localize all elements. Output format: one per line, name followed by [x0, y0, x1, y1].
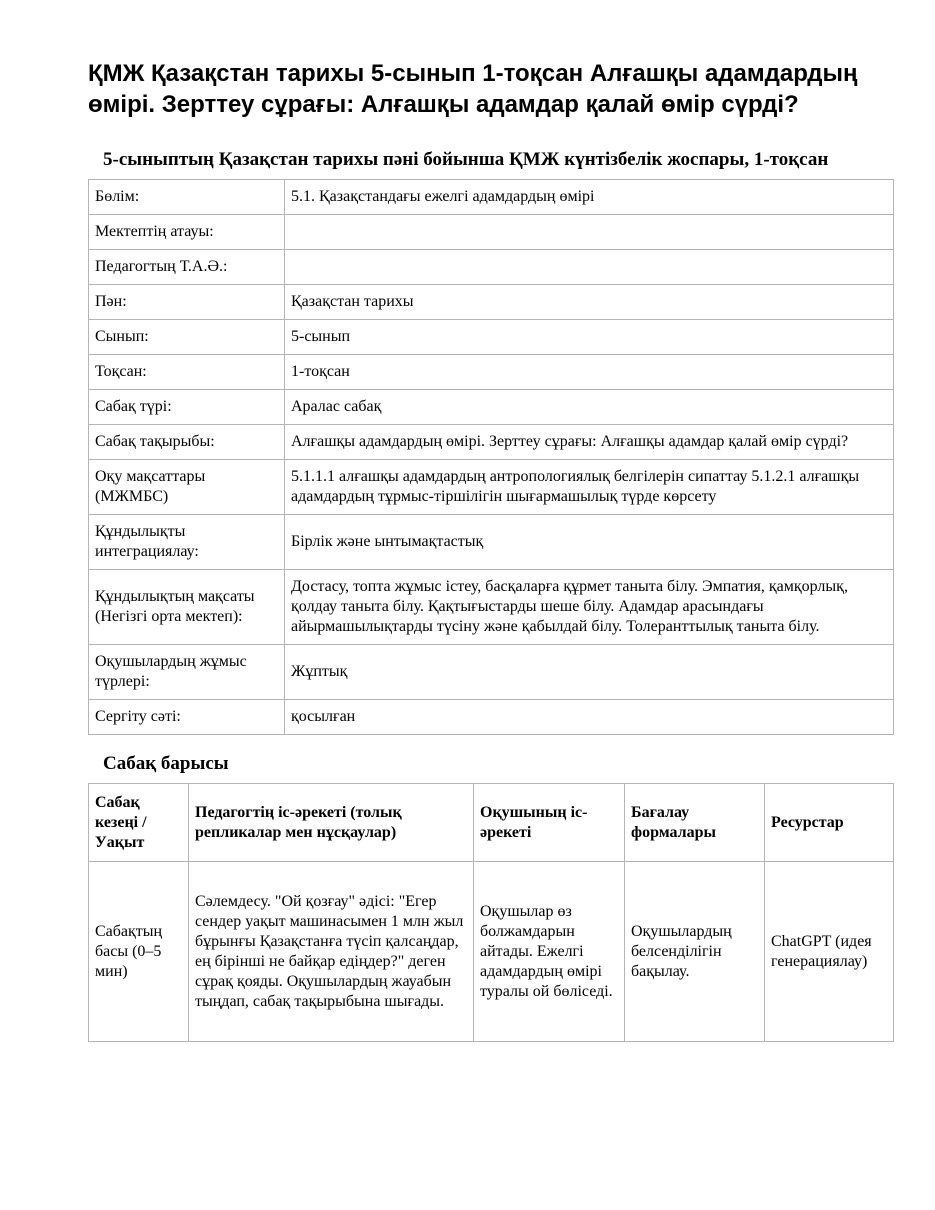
cell-student-activity: Оқушылар өз болжамдарын айтады. Ежелгі адамдардың өмірі туралы ой бөліседі.: [474, 862, 625, 1042]
info-label: Құндылықты интеграциялау:: [89, 515, 285, 570]
info-label: Сабақ түрі:: [89, 390, 285, 425]
table-row: [89, 320, 894, 355]
column-header-assessment: Бағалау формалары: [625, 784, 765, 862]
info-value: 1-тоқсан: [285, 355, 894, 390]
lesson-flow-heading: Сабақ барысы: [103, 753, 229, 774]
table-row: [89, 645, 894, 700]
info-label: Педагогтың Т.А.Ә.:: [89, 250, 285, 285]
info-label: Сабақ тақырыбы:: [89, 425, 285, 460]
info-value: Алғашқы адамдардың өмірі. Зерттеу сұрағы: Алғашқы адамдар қалай өмір сүрді?: [285, 425, 894, 460]
table-row: [89, 460, 894, 515]
table-row: [89, 215, 894, 250]
table-header-row: [89, 784, 894, 862]
info-value: Бірлік және ынтымақтастық: [285, 515, 894, 570]
info-heading: 5-сыныптың Қазақстан тарихы пәні бойынша ҚМЖ күнтізбелік жоспары, 1-тоқсан: [103, 149, 829, 170]
document-title: ҚМЖ Қазақстан тарихы 5-сынып 1-тоқсан Алғашқы адамдардың өмірі. Зерттеу сұрағы: Алғашқы адамдар қалай өмір сүрді?: [88, 60, 858, 118]
info-label: Сергіту сәті:: [89, 700, 285, 735]
info-label: Оқушылардың жұмыс түрлері:: [89, 645, 285, 700]
info-value: [285, 215, 894, 250]
table-row: [89, 250, 894, 285]
info-label: Құндылықтың мақсаты (Негізгі орта мектеп):: [89, 570, 285, 645]
info-value: Достасу, топта жұмыс істеу, басқаларға құрмет таныта білу. Эмпатия, қамқорлық, қолдау таныта білу. Қақтығыстарды шеше білу. Адамдар арасындағы айырмашылықтарды түсіну және қабылдай білу. Толеранттылық таныта білу.: [285, 570, 894, 645]
table-row: [89, 700, 894, 735]
info-label: Бөлім:: [89, 180, 285, 215]
info-label: Сынып:: [89, 320, 285, 355]
table-row: [89, 285, 894, 320]
info-value: Жұптық: [285, 645, 894, 700]
table-row: [89, 180, 894, 215]
document-page: [88, 58, 893, 1042]
info-value: 5.1.1.1 алғашқы адамдардың антропологиялық белгілерін сипаттау 5.1.2.1 алғашқы адамдардың тұрмыс-тіршілігін шығармашылық түрде көрсету: [285, 460, 894, 515]
cell-assessment: Оқушылардың белсенділігін бақылау.: [625, 862, 765, 1042]
info-value: 5-сынып: [285, 320, 894, 355]
column-header-resources: Ресурстар: [765, 784, 894, 862]
lesson-info-table: [88, 179, 894, 735]
table-row: [89, 355, 894, 390]
column-header-teacher-activity: Педагогтің іс-әрекеті (толық репликалар мен нұсқаулар): [189, 784, 474, 862]
info-value: Аралас сабақ: [285, 390, 894, 425]
cell-teacher-activity: Сәлемдесу. "Ой қозғау" әдісі: "Егер сендер уақыт машинасымен 1 млн жыл бұрынғы Қазақстанға түсіп қалсаңдар, ең бірінші не байқар едіңдер?" деген сұрақ қояды. Оқушылардың жауабын тыңдап, сабақ тақырыбына шығады.: [189, 862, 474, 1042]
info-value: Қазақстан тарихы: [285, 285, 894, 320]
lesson-flow-table: [88, 783, 894, 1042]
table-row: [89, 425, 894, 460]
cell-resources: ChatGPT (идея генерациялау): [765, 862, 894, 1042]
table-row: [89, 862, 894, 1042]
info-label: Пән:: [89, 285, 285, 320]
table-row: [89, 515, 894, 570]
info-label: Оқу мақсаттары (МЖМБС): [89, 460, 285, 515]
info-label: Тоқсан:: [89, 355, 285, 390]
info-value: қосылған: [285, 700, 894, 735]
column-header-stage: Сабақ кезеңі / Уақыт: [89, 784, 189, 862]
info-value: 5.1. Қазақстандағы ежелгі адамдардың өмірі: [285, 180, 894, 215]
table-row: [89, 390, 894, 425]
cell-stage: Сабақтың басы (0–5 мин): [89, 862, 189, 1042]
info-label: Мектептің атауы:: [89, 215, 285, 250]
column-header-student-activity: Оқушының іс-әрекеті: [474, 784, 625, 862]
table-row: [89, 570, 894, 645]
info-value: [285, 250, 894, 285]
